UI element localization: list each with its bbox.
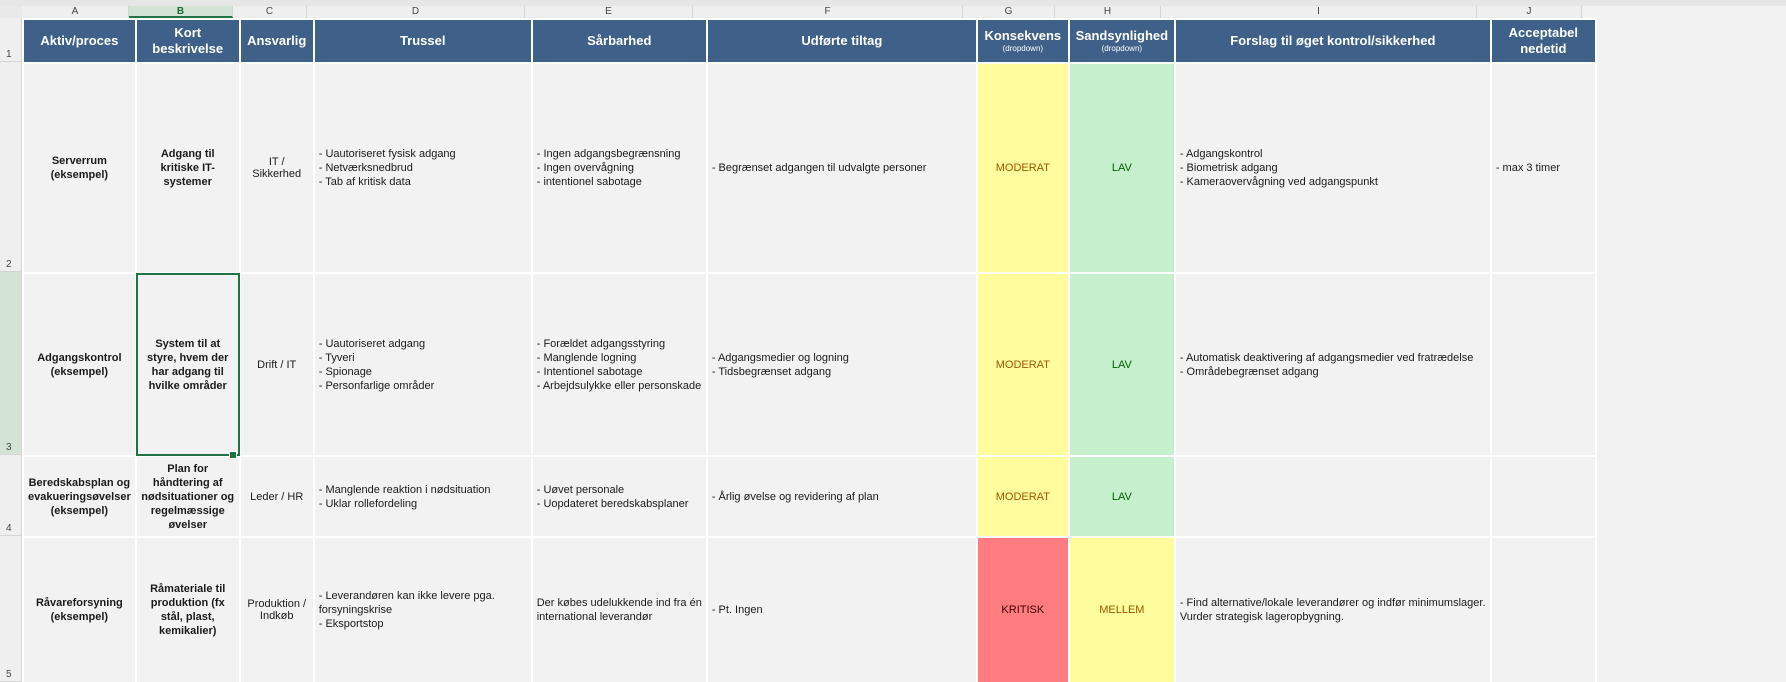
cell-vulnerabilities[interactable] <box>532 537 707 682</box>
cell-downtime[interactable]: - max 3 timer <box>1491 63 1596 273</box>
cell-suggestions[interactable] <box>1175 273 1491 456</box>
column-header-h[interactable]: H <box>1055 6 1161 18</box>
list-line: - Ingen adgangsbegrænsning <box>536 148 681 160</box>
column-header-g[interactable]: G <box>963 6 1055 18</box>
list-line: - Tab af kritisk data <box>318 176 411 188</box>
table-row <box>23 273 1596 456</box>
cell-suggestions[interactable] <box>1175 537 1491 682</box>
list-line: - Forældet adgangsstyring <box>536 337 666 350</box>
list-line: - Uklar rollefordeling <box>318 497 418 510</box>
header-probability[interactable] <box>1069 19 1175 63</box>
fill-handle[interactable] <box>229 451 237 459</box>
list-line: Vurder strategisk lageropbygning. <box>1179 611 1344 623</box>
header-probability-sub: (dropdown) <box>1101 44 1143 53</box>
row-header-2[interactable] <box>0 62 22 272</box>
list-line: - Spionage <box>318 365 372 378</box>
list-line: - Områdebegrænset adgang <box>1179 365 1319 378</box>
column-header-i[interactable]: I <box>1161 6 1477 18</box>
cell-consequence-dropdown[interactable]: KRITISK <box>977 537 1069 682</box>
cell-downtime[interactable] <box>1491 537 1596 682</box>
list-line: - Arbejdsulykke eller personskade <box>536 379 702 392</box>
column-header-f[interactable]: F <box>693 6 963 18</box>
list-line: international leverandør <box>536 611 653 623</box>
row-header-1[interactable] <box>0 18 22 62</box>
cell-asset[interactable]: Råvareforsyning (eksempel) <box>23 537 136 682</box>
cell-vulnerabilities[interactable] <box>532 273 707 456</box>
list-line: - Netværksnedbrud <box>318 162 413 174</box>
row-header-5[interactable] <box>0 536 22 682</box>
cell-vulnerabilities[interactable] <box>532 456 707 537</box>
header-consequence-sub: (dropdown) <box>1002 44 1044 53</box>
cell-grid <box>22 18 1597 682</box>
list-line: - Pt. Ingen <box>711 604 763 616</box>
header-probability-label: Sandsynlighed <box>1075 28 1169 43</box>
table-row <box>23 537 1596 682</box>
list-line: - intentionel sabotage <box>536 176 642 188</box>
column-header-j[interactable]: J <box>1477 6 1582 18</box>
cell-downtime[interactable] <box>1491 456 1596 537</box>
cell-threats[interactable] <box>314 273 532 456</box>
list-line: - Begrænset adgangen til udvalgte personer <box>711 162 927 174</box>
cell-responsible[interactable]: Produktion / Indkøb <box>240 537 314 682</box>
header-threat[interactable]: Trussel <box>314 19 532 63</box>
list-line: - Intentionel sabotage <box>536 365 643 378</box>
cell-probability-dropdown[interactable]: LAV <box>1069 273 1175 456</box>
list-line: - Kameraovervågning ved adgangspunkt <box>1179 176 1378 188</box>
cell-measures[interactable] <box>707 537 977 682</box>
table-row <box>23 63 1596 273</box>
column-headers <box>22 6 1582 18</box>
cell-responsible[interactable]: Leder / HR <box>240 456 314 537</box>
header-consequence-label: Konsekvens <box>984 28 1062 43</box>
list-line: - Find alternative/lokale leverandører og indfør minimumslager. <box>1179 597 1486 609</box>
row-header-3[interactable] <box>0 272 22 455</box>
cell-responsible[interactable]: Drift / IT <box>240 273 314 456</box>
list-line: - Adgangsmedier og logning <box>711 351 849 364</box>
list-line: - Tidsbegrænset adgang <box>711 365 832 378</box>
list-line: - Adgangskontrol <box>1179 148 1263 160</box>
list-line: - Ingen overvågning <box>536 162 634 174</box>
list-line: - Uautoriseret fysisk adgang <box>318 148 456 160</box>
cell-consequence-dropdown[interactable]: MODERAT <box>977 63 1069 273</box>
header-asset[interactable]: Aktiv/proces <box>23 19 136 63</box>
header-suggestions[interactable]: Forslag til øget kontrol/sikkerhed <box>1175 19 1491 63</box>
list-line: - Uautoriseret adgang <box>318 337 426 350</box>
list-line: - Uøvet personale <box>536 483 625 496</box>
cell-consequence-dropdown[interactable]: MODERAT <box>977 273 1069 456</box>
cell-description[interactable]: Råmateriale til produktion (fx stål, plast, kemikalier) <box>136 537 240 682</box>
cell-consequence-dropdown[interactable]: MODERAT <box>977 456 1069 537</box>
list-line: - Manglende logning <box>536 351 637 364</box>
list-line: - Uopdateret beredskabsplaner <box>536 497 689 510</box>
cell-threats[interactable] <box>314 456 532 537</box>
list-line: Der købes udelukkende ind fra én <box>536 597 702 609</box>
list-line: - Biometrisk adgang <box>1179 162 1278 174</box>
cell-asset[interactable]: Beredskabsplan og evakueringsøvelser (eksempel) <box>23 456 136 537</box>
cell-measures[interactable] <box>707 63 977 273</box>
cell-measures[interactable] <box>707 273 977 456</box>
cell-description[interactable]: System til at styre, hvem der har adgang til hvilke områder <box>136 273 240 456</box>
header-downtime[interactable]: Acceptabel nedetid <box>1491 19 1596 63</box>
cell-vulnerabilities[interactable] <box>532 63 707 273</box>
cell-description[interactable]: Adgang til kritiske IT-systemer <box>136 63 240 273</box>
list-line: - Årlig øvelse og revidering af plan <box>711 490 879 503</box>
row-number: 2 <box>6 259 12 270</box>
list-line: - Leverandøren kan ikke levere pga. <box>318 590 495 602</box>
header-description[interactable]: Kort beskrivelse <box>136 19 240 63</box>
cell-threats[interactable] <box>314 537 532 682</box>
row-number: 3 <box>6 442 12 453</box>
list-line: - Personfarlige områder <box>318 379 435 392</box>
cell-threats[interactable] <box>314 63 532 273</box>
cell-asset[interactable]: Serverrum (eksempel) <box>23 63 136 273</box>
cell-responsible[interactable]: IT / Sikkerhed <box>240 63 314 273</box>
row-number: 4 <box>6 523 12 534</box>
cell-asset[interactable]: Adgangskontrol (eksempel) <box>23 273 136 456</box>
risk-table <box>22 18 1597 682</box>
row-number: 1 <box>6 49 12 60</box>
header-consequence[interactable] <box>977 19 1069 63</box>
cell-suggestions[interactable] <box>1175 456 1491 537</box>
cell-probability-dropdown[interactable]: LAV <box>1069 63 1175 273</box>
cell-downtime[interactable] <box>1491 273 1596 456</box>
cell-probability-dropdown[interactable]: MELLEM <box>1069 537 1175 682</box>
column-header-d[interactable]: D <box>307 6 525 18</box>
list-line: - Manglende reaktion i nødsituation <box>318 483 491 496</box>
select-all-corner[interactable] <box>0 6 23 18</box>
cell-measures[interactable] <box>707 456 977 537</box>
column-header-c[interactable]: C <box>233 6 307 18</box>
list-line: - Automatisk deaktivering af adgangsmedier ved fratrædelse <box>1179 351 1474 364</box>
header-row <box>23 19 1596 63</box>
list-line: - Eksportstop <box>318 618 384 630</box>
cell-probability-dropdown[interactable]: LAV <box>1069 456 1175 537</box>
header-vulnerability[interactable]: Sårbarhed <box>532 19 707 63</box>
header-responsible[interactable]: Ansvarlig <box>240 19 314 63</box>
cell-suggestions[interactable] <box>1175 63 1491 273</box>
list-line: forsyningskrise <box>318 604 393 616</box>
row-number: 5 <box>6 669 12 680</box>
column-header-e[interactable]: E <box>525 6 693 18</box>
header-measures[interactable]: Udførte tiltag <box>707 19 977 63</box>
list-line: - Tyveri <box>318 351 355 364</box>
table-row <box>23 456 1596 537</box>
column-header-a[interactable]: A <box>22 6 129 18</box>
column-header-b[interactable]: B <box>129 6 233 18</box>
cell-description[interactable]: Plan for håndtering af nødsituationer og regelmæssige øvelser <box>136 456 240 537</box>
row-header-4[interactable] <box>0 455 22 536</box>
